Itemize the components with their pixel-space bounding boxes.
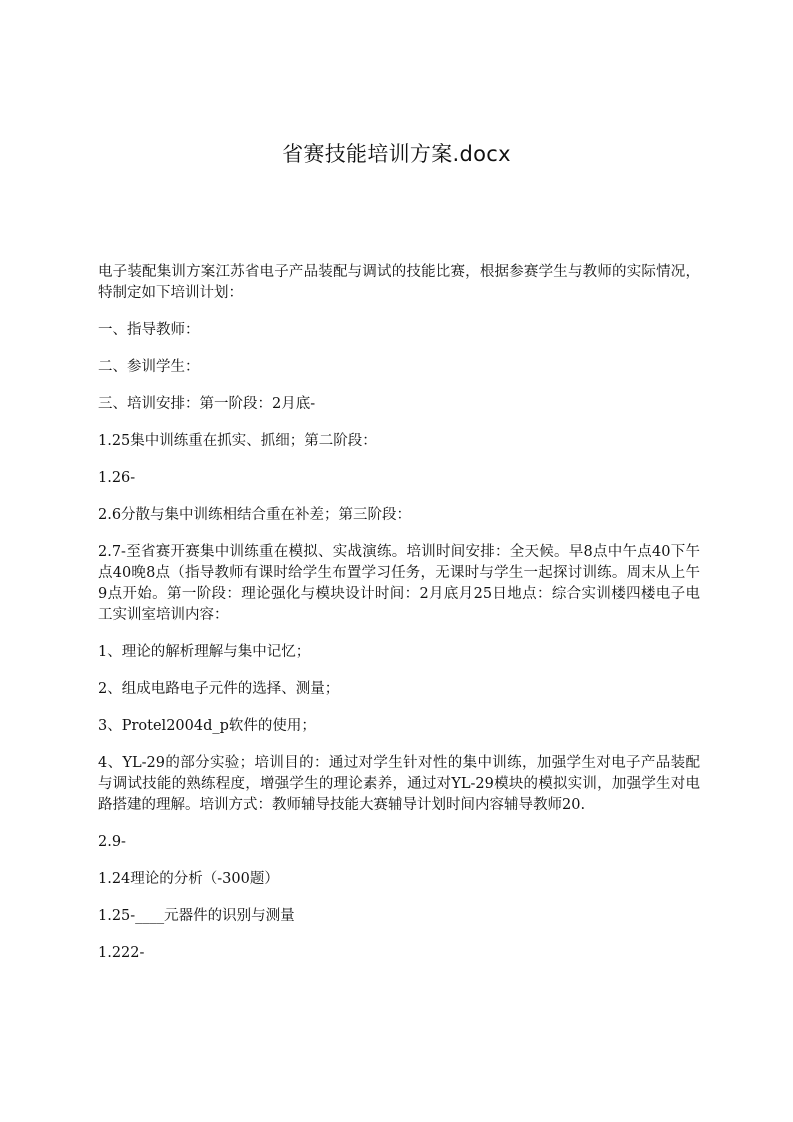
paragraph-schedule: 三、培训安排：第一阶段：2月底- [98,396,316,412]
paragraph-stage-1: 1.25集中训练重在抓实、抓细；第二阶段： [98,433,377,449]
paragraph-stage-2: 2.6分散与集中训练相结合重在补差；第三阶段： [98,507,412,523]
paragraph-content-2: 2、组成电路电子元件的选择、测量； [98,681,340,697]
paragraph-instructors: 一、指导教师： [98,322,200,338]
paragraph-components: 1.25-____元器件的识别与测量 [98,908,295,924]
paragraph-content-3: 3、Protel2004d_p软件的使用； [98,718,316,734]
paragraph-content-1: 1、理论的解析理解与集中记忆； [98,644,311,660]
paragraph-stage-3: 2.7-至省赛开赛集中训练重在模拟、实战演练。培训时间安排：全天候。早8点中午点40下午点40晚8点（指导教师有课时给学生布置学习任务，无课时与学生一起探讨训练。周末从上午9点开始。第一阶段：理论强化与模块设计时间：2月底月25日地点：综合实训楼四楼电子电工实训室培训内容： [98,544,700,623]
document-body [98,262,700,980]
paragraph-date-3: 1.222- [98,945,145,961]
document-title: 省赛技能培训方案.docx [282,142,511,166]
paragraph-students: 二、参训学生： [98,359,200,375]
paragraph-date-1: 1.26- [98,470,136,486]
paragraph-theory: 1.24理论的分析（-300题） [98,871,279,887]
paragraph-intro: 电子装配集训方案江苏省电子产品装配与调试的技能比赛，根据参赛学生与教师的实际情况，特制定如下培训计划： [98,264,700,301]
paragraph-date-2: 2.9- [98,834,126,850]
paragraph-content-4: 4、YL-29的部分实验；培训目的：通过对学生针对性的集中训练，加强学生对电子产品装配与调试技能的熟练程度，增强学生的理论素养，通过对YL-29模块的模拟实训，加强学生对电路搭建的理解。培训方式：教师辅导技能大赛辅导计划时间内容辅导教师20. [98,755,700,813]
